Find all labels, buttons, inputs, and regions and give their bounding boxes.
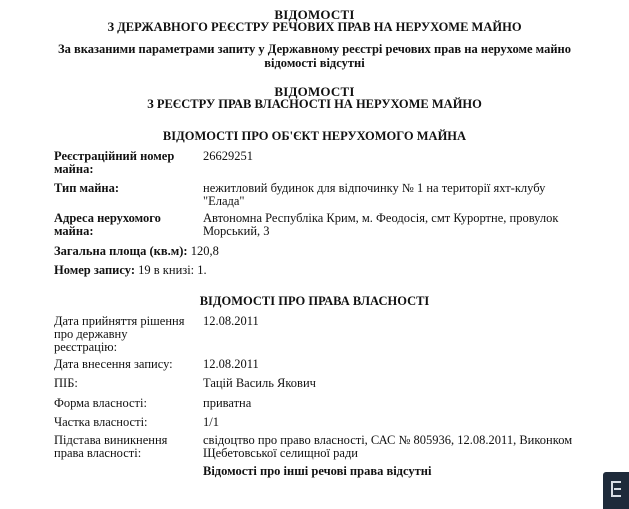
address-value-line-1: Автономна Республіка Крим, м. Феодосія, смт Курортне, провулок [203,211,559,225]
property-type-value [203,182,613,208]
area-value: 120,8 [190,244,219,258]
header-subtitle-1: З ДЕРЖАВНОГО РЕЄСТРУ РЕЧОВИХ ПРАВ НА НЕРУХОМЕ МАЙНО [107,20,522,34]
area-row [54,245,219,258]
address-label-line-1: Адреса нерухомого [54,211,161,225]
decision-date-value: 12.08.2011 [203,314,259,328]
basis-value-line-1: свідоцтво про право власності, САС № 805936, 12.08.2011, Виконком [203,433,573,447]
rights-section-title: ВІДОМОСТІ ПРО ПРАВА ВЛАСНОСТІ [199,294,430,308]
owner-value: Тацій Василь Якович [203,376,316,390]
record-label: Номер запису: [54,263,136,277]
decision-date-label-line-2: про державну [54,327,128,341]
property-type-label: Тип майна: [54,181,120,195]
ownership-form-label: Форма власності: [54,396,147,410]
share-label: Частка власності: [54,415,148,429]
header-title-1: ВІДОМОСТІ [274,7,355,22]
reg-number-value: 26629251 [203,149,253,163]
record-row [54,264,207,277]
no-records-note-line-1: За вказаними параметрами запиту у Державному реєстрі речових прав на нерухоме майно [58,42,571,56]
other-rights-note [203,465,431,478]
record-value: 19 в книзі: 1. [138,263,207,277]
entry-date-value: 12.08.2011 [203,357,259,371]
area-label: Загальна площа (кв.м): [54,244,188,258]
no-records-note-line-2: відомості відсутні [264,56,365,70]
ownership-form-value: приватна [203,396,252,410]
basis-label-line-2: права власності: [54,446,142,460]
basis-label-line-1: Підстава виникнення [54,433,168,447]
decision-date-label-line-1: Дата прийняття рішення [54,314,185,328]
reg-number-label [54,150,194,176]
owner-label: ПІБ: [54,376,78,390]
basis-label [54,434,194,460]
share-value: 1/1 [203,415,219,429]
property-type-value-line-2: "Елада" [203,194,245,208]
other-rights-text: Відомості про інші речові права відсутні [203,464,432,478]
entry-date-label: Дата внесення запису: [54,357,173,371]
object-section-title: ВІДОМОСТІ ПРО ОБ'ЄКТ НЕРУХОМОГО МАЙНА [162,129,467,143]
address-value-line-2: Морський, 3 [203,224,270,238]
header-title-2: ВІДОМОСТІ [274,84,355,99]
basis-value [203,434,613,460]
decision-date-label [54,315,194,354]
reg-number-label-line-2: майна: [54,162,94,176]
property-type-value-line-1: нежитловий будинок для відпочинку № 1 на території яхт-клубу [203,181,546,195]
reg-number-label-line-1: Реєстраційний номер [54,149,175,163]
basis-value-line-2: Щебетовської селищної ради [203,446,358,460]
address-label [54,212,194,238]
exit-icon [611,481,621,497]
header-subtitle-2: З РЕЄСТРУ ПРАВ ВЛАСНОСТІ НА НЕРУХОМЕ МАЙНО [147,97,482,111]
address-value [203,212,613,238]
exit-fullscreen-button[interactable] [603,472,629,509]
address-label-line-2: майна: [54,224,94,238]
decision-date-label-line-3: реєстрацію: [54,340,118,354]
